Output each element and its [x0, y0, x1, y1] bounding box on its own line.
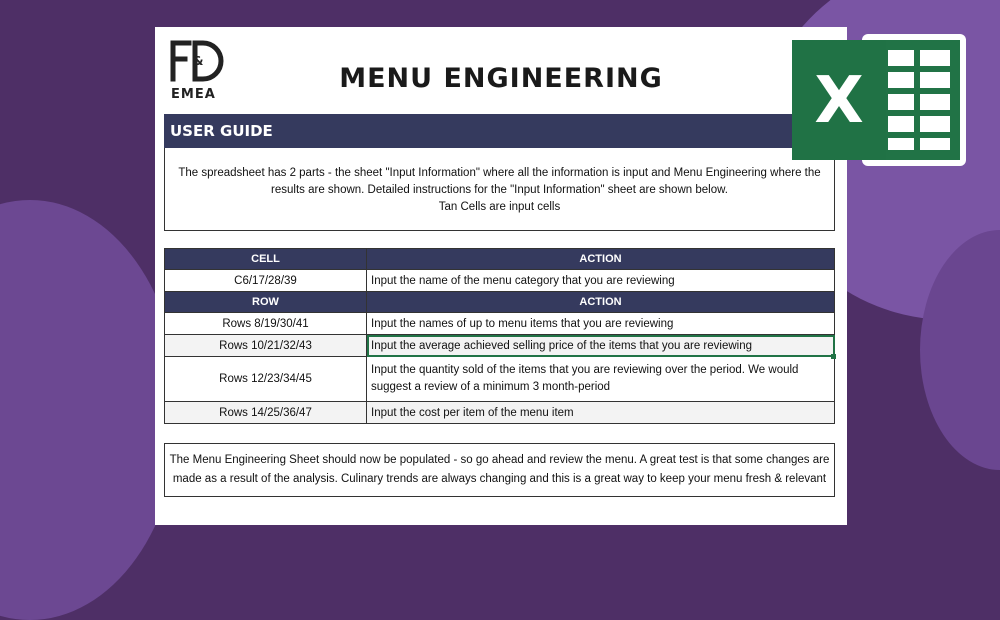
table-header-row	[165, 249, 835, 270]
table-row	[165, 313, 835, 335]
cell-ref[interactable]: C6/17/28/39	[165, 270, 367, 292]
excel-icon-letter: X	[814, 64, 864, 138]
footer-line: made as a result of the analysis. Culinary trends are always changing and this is a great way to keep your menu fresh & relevant	[172, 473, 827, 485]
row-column-header: ROW	[165, 292, 367, 313]
background-shape-left	[0, 200, 180, 620]
spreadsheet-page	[155, 27, 847, 525]
table-header-row	[165, 292, 835, 313]
row-ref[interactable]: Rows 12/23/34/45	[165, 357, 367, 402]
user-guide-line: Tan Cells are input cells	[438, 201, 561, 213]
table-row	[165, 357, 835, 402]
row-action-line: Input the quantity sold of the items that you are reviewing over the period. We would	[371, 364, 799, 376]
row-action[interactable]: Input the cost per item of the menu item	[367, 402, 835, 424]
row-action-line: suggest a review of a minimum 3 month-period	[371, 381, 611, 393]
page-title: MENU ENGINEERING	[339, 63, 663, 94]
row-ref[interactable]: Rows 10/21/32/43	[165, 335, 367, 357]
cell-action[interactable]: Input the name of the menu category that you are reviewing	[367, 270, 835, 292]
table-row-selected	[165, 335, 835, 357]
excel-icon	[792, 20, 972, 180]
row-action[interactable]: Input the names of up to menu items that you are reviewing	[367, 313, 835, 335]
row-ref[interactable]: Rows 8/19/30/41	[165, 313, 367, 335]
logo-subtitle: EMEA	[171, 87, 216, 102]
action-column-header: ACTION	[367, 249, 835, 270]
row-action[interactable]	[367, 357, 835, 402]
cell-column-header: CELL	[165, 249, 367, 270]
footer-line: The Menu Engineering Sheet should now be populated - so go ahead and review the menu. A great test is that some changes are	[169, 454, 830, 466]
row-ref[interactable]: Rows 14/25/36/47	[165, 402, 367, 424]
table-row	[165, 270, 835, 292]
user-guide-line: results are shown. Detailed instructions for the "Input Information" sheet are shown below.	[271, 184, 728, 196]
user-guide-line: The spreadsheet has 2 parts - the sheet "Input Information" where all the information is input and Menu Engineering where the	[178, 167, 821, 179]
instructions-table	[164, 248, 835, 424]
footer-note	[164, 443, 835, 497]
row-action-selected-cell[interactable]: Input the average achieved selling price of the items that you are reviewing	[367, 335, 835, 357]
user-guide-text	[164, 148, 835, 231]
table-row	[165, 402, 835, 424]
row-action-column-header: ACTION	[367, 292, 835, 313]
svg-text:&: &	[193, 54, 204, 68]
selection-fill-handle[interactable]	[831, 354, 836, 359]
user-guide-header: USER GUIDE	[164, 114, 835, 148]
